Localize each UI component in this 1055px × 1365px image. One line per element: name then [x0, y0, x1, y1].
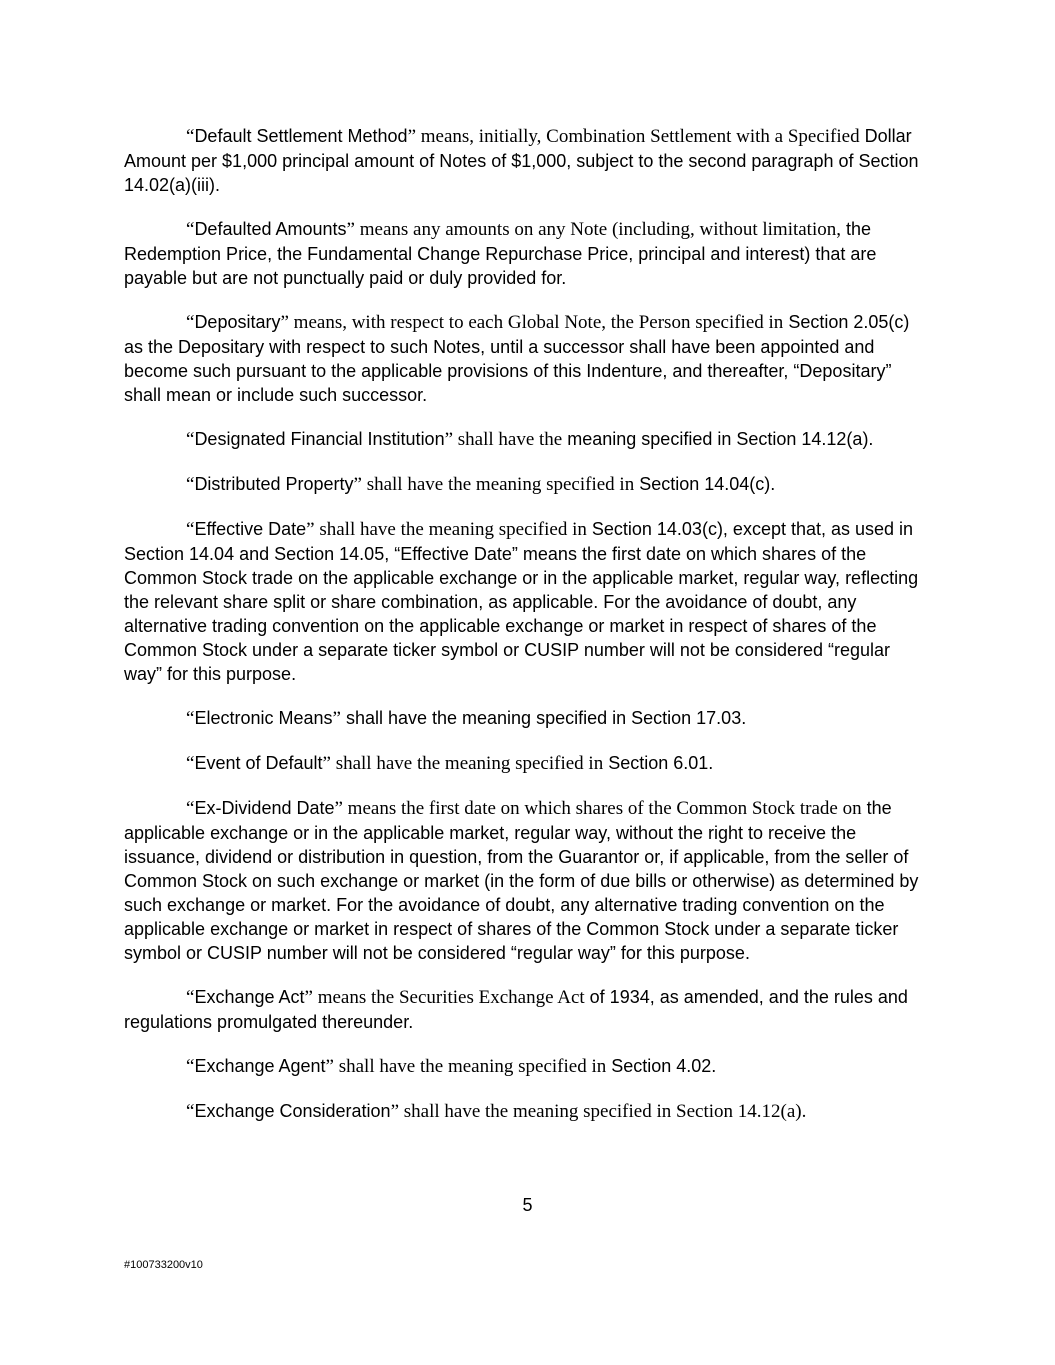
definition-rest: meaning specified in Section 14.12(a). [562, 429, 874, 449]
definition-defaulted-amounts [124, 217, 932, 290]
definition-lead: ” shall have the [444, 429, 563, 450]
definition-lead: ” [332, 708, 341, 729]
definition-rest: Dollar Amount per $1,000 principal amount of Notes of $1,000, subject to the second paragraph of Section 14.02(a)(iii). [124, 126, 919, 195]
open-quote: “ [186, 987, 195, 1008]
definition-rest: Section 14.03(c), except that, as used in Section 14.04 and Section 14.05, “Effective Date” means the first date on which shares of the Common Stock trade on the applicable exchange or in the applicable market, regular way, reflecting the relevant share split or share combination, as applicable. For the avoidance of doubt, any alternative trading convention on the applicable exchange or market in respect of shares of the Common Stock under a separate ticker symbol or CUSIP number will not be considered “regular way” for this purpose. [124, 519, 919, 684]
open-quote: “ [186, 1101, 195, 1122]
definition-exchange-act [124, 985, 932, 1034]
definition-distributed-property [124, 472, 932, 497]
defined-term: Ex-Dividend Date [194, 798, 335, 818]
open-quote: “ [186, 126, 195, 147]
document-id: #100733200v10 [124, 1259, 203, 1271]
open-quote: “ [186, 474, 195, 495]
open-quote: “ [186, 708, 195, 729]
definitions-section [124, 124, 932, 1144]
definition-rest: Section 4.02. [606, 1056, 717, 1076]
definition-lead: ” shall have the meaning specified in [353, 474, 635, 495]
definition-depositary [124, 310, 932, 407]
defined-term: Exchange Consideration [194, 1101, 391, 1121]
definition-effective-date [124, 517, 932, 686]
definition-lead: ” means any amounts on any Note (including, without limitation, [346, 219, 841, 240]
definition-rest: Section 2.05(c) as the Depositary with respect to such Notes, until a successor shall have been appointed and become such pursuant to the applicable provisions of this Indenture, and thereafter, “Depositary” shall mean or include such successor. [124, 312, 910, 405]
defined-term: Distributed Property [194, 474, 354, 494]
open-quote: “ [186, 798, 195, 819]
definition-lead: ” means the first date on which shares of the Common Stock trade on [334, 798, 862, 819]
definition-electronic-means [124, 706, 932, 731]
definition-rest: of 1934, as amended, and the rules and regulations promulgated thereunder. [124, 987, 908, 1032]
definition-exchange-consideration [124, 1099, 932, 1124]
open-quote: “ [186, 519, 195, 540]
page-number: 5 [522, 1195, 533, 1215]
defined-term: Defaulted Amounts [194, 219, 347, 239]
definition-lead: ” means, with respect to each Global Note, the Person specified in [280, 312, 784, 333]
definition-ex-dividend-date [124, 796, 932, 965]
definition-event-of-default [124, 751, 932, 776]
definition-designated-financial-institution [124, 427, 932, 452]
definition-rest: Section 14.04(c). [634, 474, 776, 494]
definition-lead: ” shall have the meaning specified in [306, 519, 587, 540]
defined-term: Exchange Act [194, 987, 305, 1007]
open-quote: “ [186, 1056, 195, 1077]
definition-rest: shall have the meaning specified in Section 17.03. [340, 708, 747, 728]
definition-lead: ” shall have the meaning specified in [325, 1056, 607, 1077]
definition-lead: ” means, initially, Combination Settlement with a Specified [407, 126, 860, 147]
open-quote: “ [186, 219, 195, 240]
definition-lead: ” shall have the meaning specified in [322, 753, 604, 774]
defined-term: Effective Date [194, 519, 307, 539]
definition-lead: ” means the Securities Exchange Act [304, 987, 585, 1008]
defined-term: Depositary [194, 312, 281, 332]
open-quote: “ [186, 429, 195, 450]
defined-term: Designated Financial Institution [194, 429, 445, 449]
definition-default-settlement-method [124, 124, 932, 197]
open-quote: “ [186, 753, 195, 774]
definition-rest: Section 6.01. [603, 753, 714, 773]
definition-rest: the Redemption Price, the Fundamental Change Repurchase Price, principal and interest) that are payable but are not punctually paid or duly provided for. [124, 219, 877, 288]
definition-exchange-agent [124, 1054, 932, 1079]
definition-lead: ” shall have the meaning specified in Section 14.12(a). [390, 1101, 807, 1122]
definition-rest: the applicable exchange or in the applicable market, regular way, without the right to receive the issuance, dividend or distribution in question, from the Guarantor or, if applicable, from the seller of Common Stock on such exchange or market (in the form of due bills or otherwise) as determined by such exchange or market. For the avoidance of doubt, any alternative trading convention on the applicable exchange or market in respect of shares of the Common Stock under a separate ticker symbol or CUSIP number will not be considered “regular way” for this purpose. [124, 798, 919, 963]
open-quote: “ [186, 312, 195, 333]
defined-term: Event of Default [194, 753, 323, 773]
defined-term: Electronic Means [194, 708, 333, 728]
defined-term: Default Settlement Method [194, 126, 408, 146]
defined-term: Exchange Agent [194, 1056, 326, 1076]
